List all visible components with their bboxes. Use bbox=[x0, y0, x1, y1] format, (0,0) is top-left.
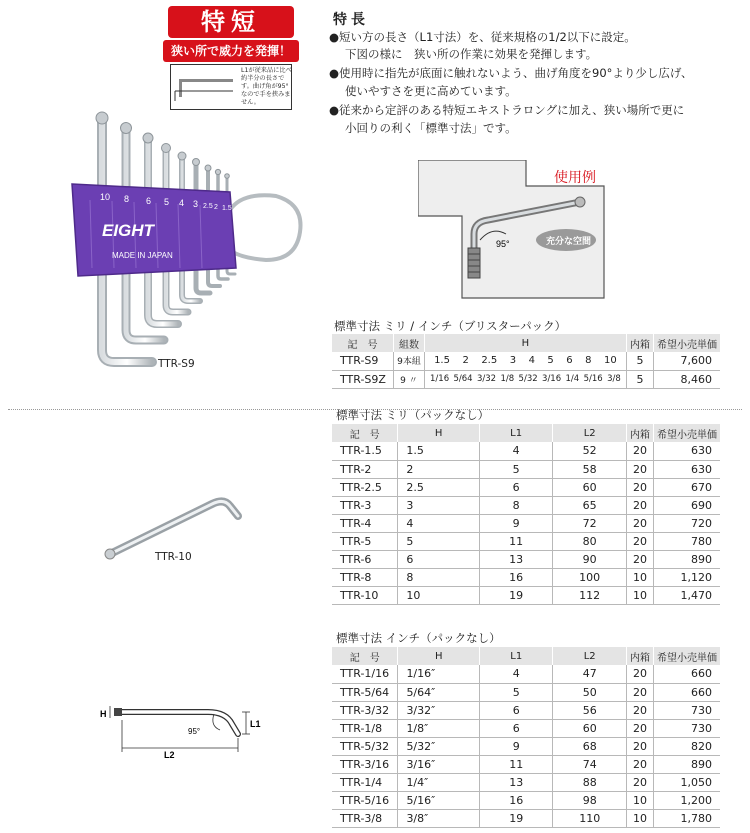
cell-box: 20 bbox=[626, 460, 653, 478]
dim-l2: L2 bbox=[164, 750, 175, 760]
cell-code: TTR-3 bbox=[332, 496, 398, 514]
feature-line: ●使用時に指先が底面に触れないよう、曲げ角度を90°より少し広げ、 bbox=[329, 66, 693, 80]
cell-price: 670 bbox=[653, 478, 720, 496]
badge-subtitle: 狭い所で威力を発揮！ bbox=[163, 40, 299, 62]
cell-l1: 13 bbox=[479, 550, 553, 568]
cell-l2: 60 bbox=[553, 719, 627, 737]
inch-table-caption: 標準寸法 インチ（パックなし） bbox=[336, 631, 501, 645]
size-value: 1/16 bbox=[430, 374, 450, 384]
cell-code: TTR-5 bbox=[332, 532, 398, 550]
table-row bbox=[332, 532, 720, 550]
col-header: H bbox=[398, 424, 480, 442]
table-row bbox=[332, 755, 720, 773]
set-table-caption: 標準寸法 ミリ / インチ（ブリスターパック） bbox=[334, 319, 567, 333]
cell-price: 1,780 bbox=[653, 809, 720, 827]
cell-l1: 16 bbox=[480, 791, 553, 809]
cell-code: TTR-1/8 bbox=[332, 719, 398, 737]
size-value: 5/16 bbox=[583, 374, 603, 384]
cell-l2: 52 bbox=[553, 442, 627, 460]
cell-price: 690 bbox=[653, 496, 720, 514]
col-header: 組数 bbox=[394, 334, 425, 352]
holder-size-label: 2 bbox=[214, 204, 218, 211]
mm-table bbox=[332, 424, 720, 605]
usage-title: 使用例 bbox=[554, 170, 596, 186]
size-value: 5/32 bbox=[518, 374, 538, 384]
cell-code: TTR-6 bbox=[332, 550, 398, 568]
cell-box: 20 bbox=[626, 550, 653, 568]
table-header-row bbox=[332, 334, 720, 352]
cell-box: 20 bbox=[626, 665, 653, 683]
cell-l2: 50 bbox=[553, 683, 627, 701]
cell-h: 3 bbox=[398, 496, 480, 514]
size-value: 2.5 bbox=[481, 355, 498, 367]
table-row bbox=[332, 665, 720, 683]
col-header: 希望小売単価 bbox=[653, 647, 720, 665]
table-row bbox=[332, 773, 720, 791]
col-header: 内箱 bbox=[626, 647, 653, 665]
cell-count: 9 〃 bbox=[394, 370, 425, 388]
table-header-row bbox=[332, 647, 720, 665]
cell-code: TTR-1/4 bbox=[332, 773, 398, 791]
cell-h: 1.5 bbox=[398, 442, 480, 460]
size-value: 5/64 bbox=[453, 374, 473, 384]
cell-box: 20 bbox=[626, 478, 653, 496]
cell-l1: 13 bbox=[480, 773, 553, 791]
cell-code: TTR-5/64 bbox=[332, 683, 398, 701]
cell-box: 5 bbox=[626, 370, 653, 388]
cell-price: 660 bbox=[653, 665, 720, 683]
holder-size-label: 10 bbox=[100, 192, 111, 202]
cell-code: TTR-3/32 bbox=[332, 701, 398, 719]
set-table bbox=[332, 334, 720, 389]
cell-price: 630 bbox=[653, 442, 720, 460]
cell-code: TTR-3/8 bbox=[332, 809, 398, 827]
cell-l2: 56 bbox=[553, 701, 627, 719]
table-row bbox=[332, 442, 720, 460]
cell-count: 9本組 bbox=[394, 352, 425, 370]
table-row bbox=[332, 719, 720, 737]
cell-l1: 9 bbox=[480, 737, 553, 755]
single-image-label: TTR-10 bbox=[155, 551, 192, 563]
cell-l1: 4 bbox=[480, 665, 553, 683]
size-value: 3/16 bbox=[542, 374, 562, 384]
cell-box: 20 bbox=[626, 496, 653, 514]
holder-size-label: 6 bbox=[146, 196, 152, 206]
cell-l1: 5 bbox=[479, 460, 553, 478]
cell-box: 20 bbox=[626, 532, 653, 550]
size-value: 4 bbox=[528, 355, 535, 367]
col-header: H bbox=[398, 647, 480, 665]
holder-size-label: 5 bbox=[164, 197, 170, 207]
size-value: 3 bbox=[509, 355, 517, 367]
cell-box: 20 bbox=[626, 442, 653, 460]
cell-l1: 4 bbox=[479, 442, 553, 460]
table-row bbox=[332, 683, 720, 701]
holder-origin: MADE IN JAPAN bbox=[112, 251, 173, 260]
cell-box: 20 bbox=[626, 719, 653, 737]
cell-l1: 6 bbox=[480, 719, 553, 737]
table-row bbox=[332, 370, 720, 388]
cell-code: TTR-1.5 bbox=[332, 442, 398, 460]
cell-l2: 80 bbox=[553, 532, 627, 550]
hex-key-set-image bbox=[60, 100, 320, 380]
mm-table-caption: 標準寸法 ミリ（パックなし） bbox=[336, 408, 490, 422]
feature-line: 小回りの利く「標準寸法」です。 bbox=[345, 121, 517, 135]
cell-box: 20 bbox=[626, 701, 653, 719]
dimension-diagram bbox=[100, 690, 270, 760]
cell-l2: 112 bbox=[553, 586, 627, 604]
col-header: L2 bbox=[553, 424, 627, 442]
cell-price: 720 bbox=[653, 514, 720, 532]
cell-price: 1,470 bbox=[653, 586, 720, 604]
badge-title: 特短 bbox=[168, 6, 294, 38]
col-header: 記 号 bbox=[332, 647, 398, 665]
badge-note: L1が従来品に比べ約半分の長さです。曲げ角が95°なので手を挟みません。 bbox=[241, 67, 292, 106]
table-row bbox=[332, 550, 720, 568]
cell-l2: 65 bbox=[553, 496, 627, 514]
holder-size-label: 8 bbox=[124, 194, 130, 204]
cell-box: 10 bbox=[626, 791, 653, 809]
cell-l2: 100 bbox=[553, 568, 627, 586]
size-value: 3/32 bbox=[476, 374, 497, 384]
cell-l2: 88 bbox=[553, 773, 627, 791]
cell-h: 8 bbox=[398, 568, 480, 586]
cell-l1: 16 bbox=[479, 568, 553, 586]
cell-box: 10 bbox=[626, 568, 653, 586]
holder-brand: EIGHT bbox=[102, 221, 154, 240]
col-header: 内箱 bbox=[626, 424, 653, 442]
size-value: 2 bbox=[462, 355, 469, 367]
cell-l2: 58 bbox=[553, 460, 627, 478]
usage-space: 充分な空間 bbox=[546, 237, 592, 247]
col-header: 記 号 bbox=[332, 334, 394, 352]
dim-angle: 95° bbox=[188, 727, 201, 736]
cell-h: 5/32″ bbox=[398, 737, 480, 755]
cell-box: 5 bbox=[626, 352, 653, 370]
inch-table bbox=[332, 647, 720, 828]
cell-l1: 9 bbox=[479, 514, 553, 532]
size-value: 1/4 bbox=[565, 374, 580, 384]
cell-h: 4 bbox=[398, 514, 480, 532]
cell-price: 7,600 bbox=[653, 352, 720, 370]
cell-l1: 6 bbox=[479, 478, 553, 496]
cell-price: 660 bbox=[653, 683, 720, 701]
cell-box: 20 bbox=[626, 737, 653, 755]
col-header: L2 bbox=[553, 647, 627, 665]
cell-code: TTR-4 bbox=[332, 514, 398, 532]
cell-price: 890 bbox=[653, 550, 720, 568]
feature-line: ●短い方の長さ（L1寸法）を、従来規格の1/2以下に設定。 bbox=[329, 30, 636, 44]
cell-h: 1/16″ bbox=[398, 665, 480, 683]
cell-l1: 6 bbox=[480, 701, 553, 719]
cell-h: 5 bbox=[398, 532, 480, 550]
cell-code: TTR-1/16 bbox=[332, 665, 398, 683]
cell-code: TTR-5/16 bbox=[332, 791, 398, 809]
cell-h: 3/16″ bbox=[398, 755, 480, 773]
cell-price: 8,460 bbox=[653, 370, 720, 388]
cell-l2: 74 bbox=[553, 755, 627, 773]
table-header-row bbox=[332, 424, 720, 442]
col-header: H bbox=[424, 334, 626, 352]
table-row bbox=[332, 586, 720, 604]
col-header: 記 号 bbox=[332, 424, 398, 442]
cell-h: 10 bbox=[398, 586, 480, 604]
cell-code: TTR-2 bbox=[332, 460, 398, 478]
cell-l1: 11 bbox=[480, 755, 553, 773]
cell-code: TTR-2.5 bbox=[332, 478, 398, 496]
holder-size-label: 1.5 bbox=[222, 205, 232, 212]
table-row bbox=[332, 460, 720, 478]
cell-price: 730 bbox=[653, 719, 720, 737]
features-title: 特長 bbox=[333, 12, 369, 28]
feature-line: 下図の様に 狭い所の作業に効果を発揮します。 bbox=[345, 47, 598, 61]
cell-l1: 8 bbox=[479, 496, 553, 514]
size-value: 10 bbox=[604, 355, 617, 367]
cell-box: 20 bbox=[626, 514, 653, 532]
cell-price: 780 bbox=[653, 532, 720, 550]
cell-box: 10 bbox=[626, 809, 653, 827]
cell-l2: 98 bbox=[553, 791, 627, 809]
col-header: L1 bbox=[479, 424, 553, 442]
cell-code: TTR-S9Z bbox=[332, 370, 394, 388]
cell-h: 6 bbox=[398, 550, 480, 568]
cell-l1: 5 bbox=[480, 683, 553, 701]
cell-code: TTR-8 bbox=[332, 568, 398, 586]
feature-line: ●従来から定評のある特短エキストラロングに加え、狭い場所で更に bbox=[329, 103, 685, 117]
cell-h: 5/64″ bbox=[398, 683, 480, 701]
table-row bbox=[332, 737, 720, 755]
cell-box: 10 bbox=[626, 586, 653, 604]
size-value: 6 bbox=[566, 355, 573, 367]
cell-l2: 72 bbox=[553, 514, 627, 532]
size-value: 5 bbox=[547, 355, 554, 367]
holder-size-label: 3 bbox=[193, 199, 199, 209]
set-image-label: TTR-S9 bbox=[158, 358, 195, 370]
cell-price: 890 bbox=[653, 755, 720, 773]
cell-price: 1,120 bbox=[653, 568, 720, 586]
cell-code: TTR-5/32 bbox=[332, 737, 398, 755]
cell-price: 820 bbox=[653, 737, 720, 755]
table-row bbox=[332, 352, 720, 370]
size-value: 1/8 bbox=[500, 374, 515, 384]
cell-price: 1,050 bbox=[653, 773, 720, 791]
table-row bbox=[332, 809, 720, 827]
cell-h: 1/8″ bbox=[398, 719, 480, 737]
usage-angle: 95° bbox=[496, 239, 510, 249]
cell-box: 20 bbox=[626, 683, 653, 701]
size-value: 1.5 bbox=[434, 355, 450, 367]
cell-code: TTR-10 bbox=[332, 586, 398, 604]
cell-l2: 110 bbox=[553, 809, 627, 827]
cell-code: TTR-S9 bbox=[332, 352, 394, 370]
size-value: 3/8 bbox=[607, 374, 621, 384]
holder-size-label: 2.5 bbox=[203, 203, 213, 210]
table-row bbox=[332, 514, 720, 532]
col-header: 希望小売単価 bbox=[653, 334, 720, 352]
cell-l2: 90 bbox=[553, 550, 627, 568]
cell-l2: 60 bbox=[553, 478, 627, 496]
cell-sizes bbox=[424, 370, 626, 388]
col-header: L1 bbox=[480, 647, 553, 665]
table-row bbox=[332, 496, 720, 514]
col-header: 希望小売単価 bbox=[653, 424, 720, 442]
cell-box: 20 bbox=[626, 773, 653, 791]
size-value: 8 bbox=[585, 355, 592, 367]
cell-box: 20 bbox=[626, 755, 653, 773]
table-row bbox=[332, 791, 720, 809]
cell-l1: 19 bbox=[480, 809, 553, 827]
table-row bbox=[332, 701, 720, 719]
cell-l2: 47 bbox=[553, 665, 627, 683]
cell-price: 1,200 bbox=[653, 791, 720, 809]
cell-h: 2.5 bbox=[398, 478, 480, 496]
cell-price: 730 bbox=[653, 701, 720, 719]
cell-code: TTR-3/16 bbox=[332, 755, 398, 773]
cell-h: 5/16″ bbox=[398, 791, 480, 809]
cell-sizes bbox=[424, 352, 626, 370]
cell-h: 1/4″ bbox=[398, 773, 480, 791]
table-row bbox=[332, 568, 720, 586]
dim-l1: L1 bbox=[250, 719, 261, 729]
cell-price: 630 bbox=[653, 460, 720, 478]
cell-h: 3/32″ bbox=[398, 701, 480, 719]
cell-l2: 68 bbox=[553, 737, 627, 755]
feature-line: 使いやすさを更に高めています。 bbox=[345, 84, 517, 98]
cell-l1: 19 bbox=[479, 586, 553, 604]
col-header: 内箱 bbox=[626, 334, 653, 352]
dim-h: H bbox=[100, 709, 107, 719]
holder-size-label: 4 bbox=[179, 198, 185, 208]
table-row bbox=[332, 478, 720, 496]
cell-h: 3/8″ bbox=[398, 809, 480, 827]
cell-h: 2 bbox=[398, 460, 480, 478]
cell-l1: 11 bbox=[479, 532, 553, 550]
